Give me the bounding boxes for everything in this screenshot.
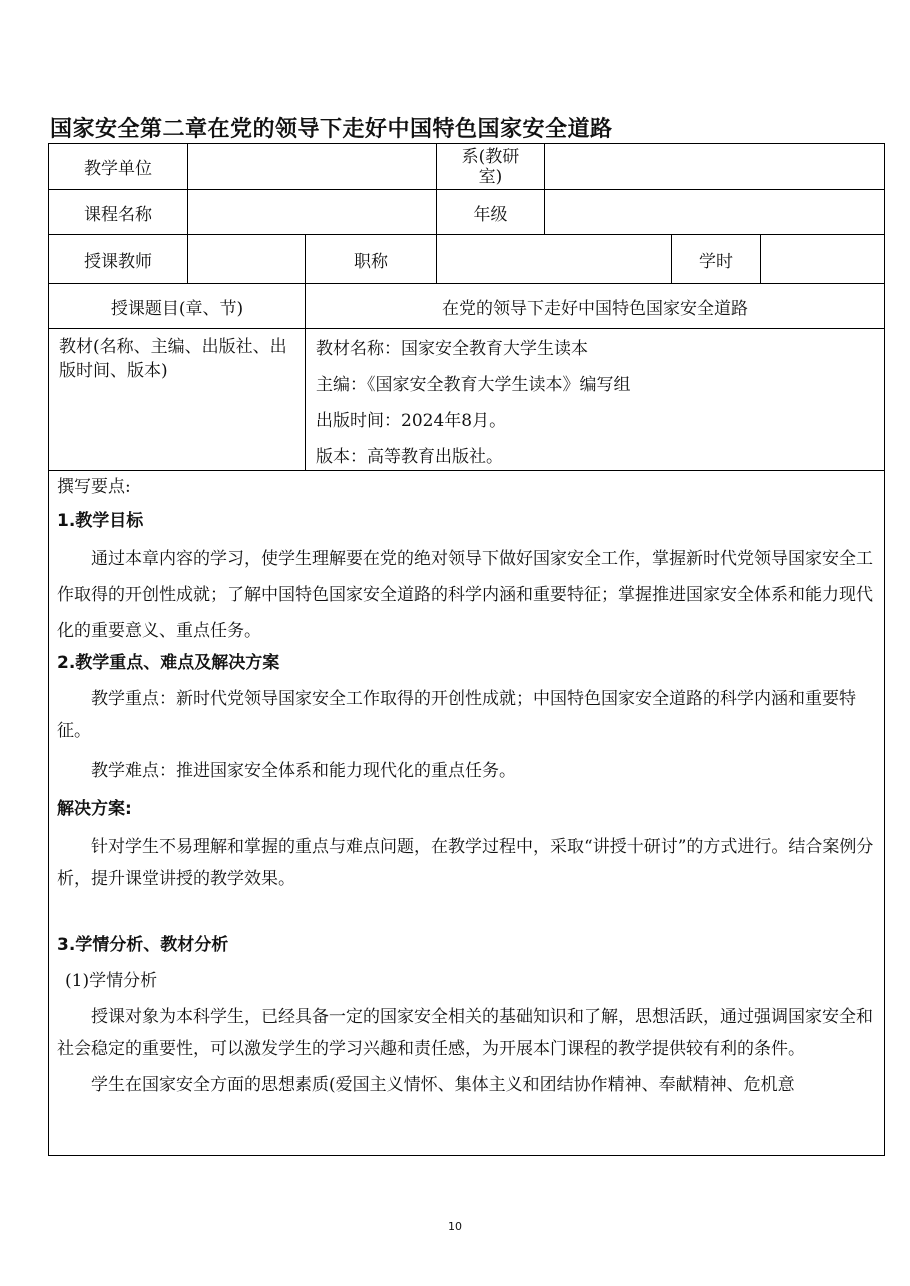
- writing-points: [49, 471, 884, 1101]
- section-1-heading: 1.教学目标: [57, 511, 144, 531]
- topic-label: 授课题目(章、节): [49, 284, 306, 329]
- section-1-text: 通过本章内容的学习，使学生理解要在党的绝对领导下做好国家安全工作，掌握新时代党领导国家安全工作取得的开创性成就；了解中国特色国家安全道路的科学内涵和重要特征；掌握推进国家安全体系和能力现代化的重要意义、重点任务。: [57, 549, 873, 641]
- teacher-label: 授课教师: [49, 235, 188, 284]
- section-3-paragraph-2: 学生在国家安全方面的思想素质(爱国主义情怀、集体主义和团结协作精神、奉献精神、危机意: [91, 1075, 795, 1095]
- grade-value: [545, 190, 884, 235]
- course-value: [188, 190, 437, 235]
- hours-label: 学时: [672, 235, 761, 284]
- lesson-plan-table: [48, 143, 885, 1156]
- textbook-info: [306, 329, 884, 471]
- section-3-paragraph-1: 授课对象为本科学生，已经具备一定的国家安全相关的基础知识和了解，思想活跃，通过强调国家安全和社会稳定的重要性，可以激发学生的学习兴趣和责任感，为开展本门课程的教学提供较有利的条件。: [57, 1007, 873, 1059]
- hours-value: [761, 235, 884, 284]
- course-label: 课程名称: [49, 190, 188, 235]
- teaching-unit-value: [188, 144, 437, 190]
- textbook-line: 主编：《国家安全教育大学生读本》编写组: [316, 375, 631, 395]
- section-2-key-points: 教学重点：新时代党领导国家安全工作取得的开创性成就；中国特色国家安全道路的科学内涵和重要特征。: [57, 689, 856, 741]
- section-2-difficult-points: 教学难点：推进国家安全体系和能力现代化的重点任务。: [91, 761, 516, 781]
- department-label: 系(教研室): [437, 144, 545, 190]
- department-value: [545, 144, 884, 190]
- document-title: 国家安全第二章在党的领导下走好中国特色国家安全道路: [50, 117, 613, 142]
- textbook-line: 教材名称：国家安全教育大学生读本: [316, 339, 588, 359]
- teacher-value: [188, 235, 306, 284]
- section-2-heading: 2.教学重点、难点及解决方案: [57, 653, 280, 673]
- teaching-unit-label: 教学单位: [49, 144, 188, 190]
- professional-title-label: 职称: [306, 235, 437, 284]
- textbook-line: 出版时间：2024年8月。: [316, 411, 507, 431]
- section-3-subheading: (1)学情分析: [65, 971, 158, 991]
- textbook-line: 版本：高等教育出版社。: [316, 447, 503, 467]
- solution-heading: 解决方案:: [57, 799, 132, 819]
- topic-value: 在党的领导下走好中国特色国家安全道路: [306, 284, 884, 329]
- page-number: 10: [448, 1220, 462, 1233]
- professional-title-value: [437, 235, 672, 284]
- grade-label: 年级: [437, 190, 545, 235]
- section-3-heading: 3.学情分析、教材分析: [57, 935, 229, 955]
- solution-text: 针对学生不易理解和掌握的重点与难点问题，在教学过程中，采取“讲授十研讨”的方式进行。结合案例分析，提升课堂讲授的教学效果。: [57, 837, 874, 889]
- textbook-label: 教材(名称、主编、出版社、出版时间、版本): [49, 329, 306, 471]
- writing-points-intro: 撰写要点:: [57, 477, 131, 497]
